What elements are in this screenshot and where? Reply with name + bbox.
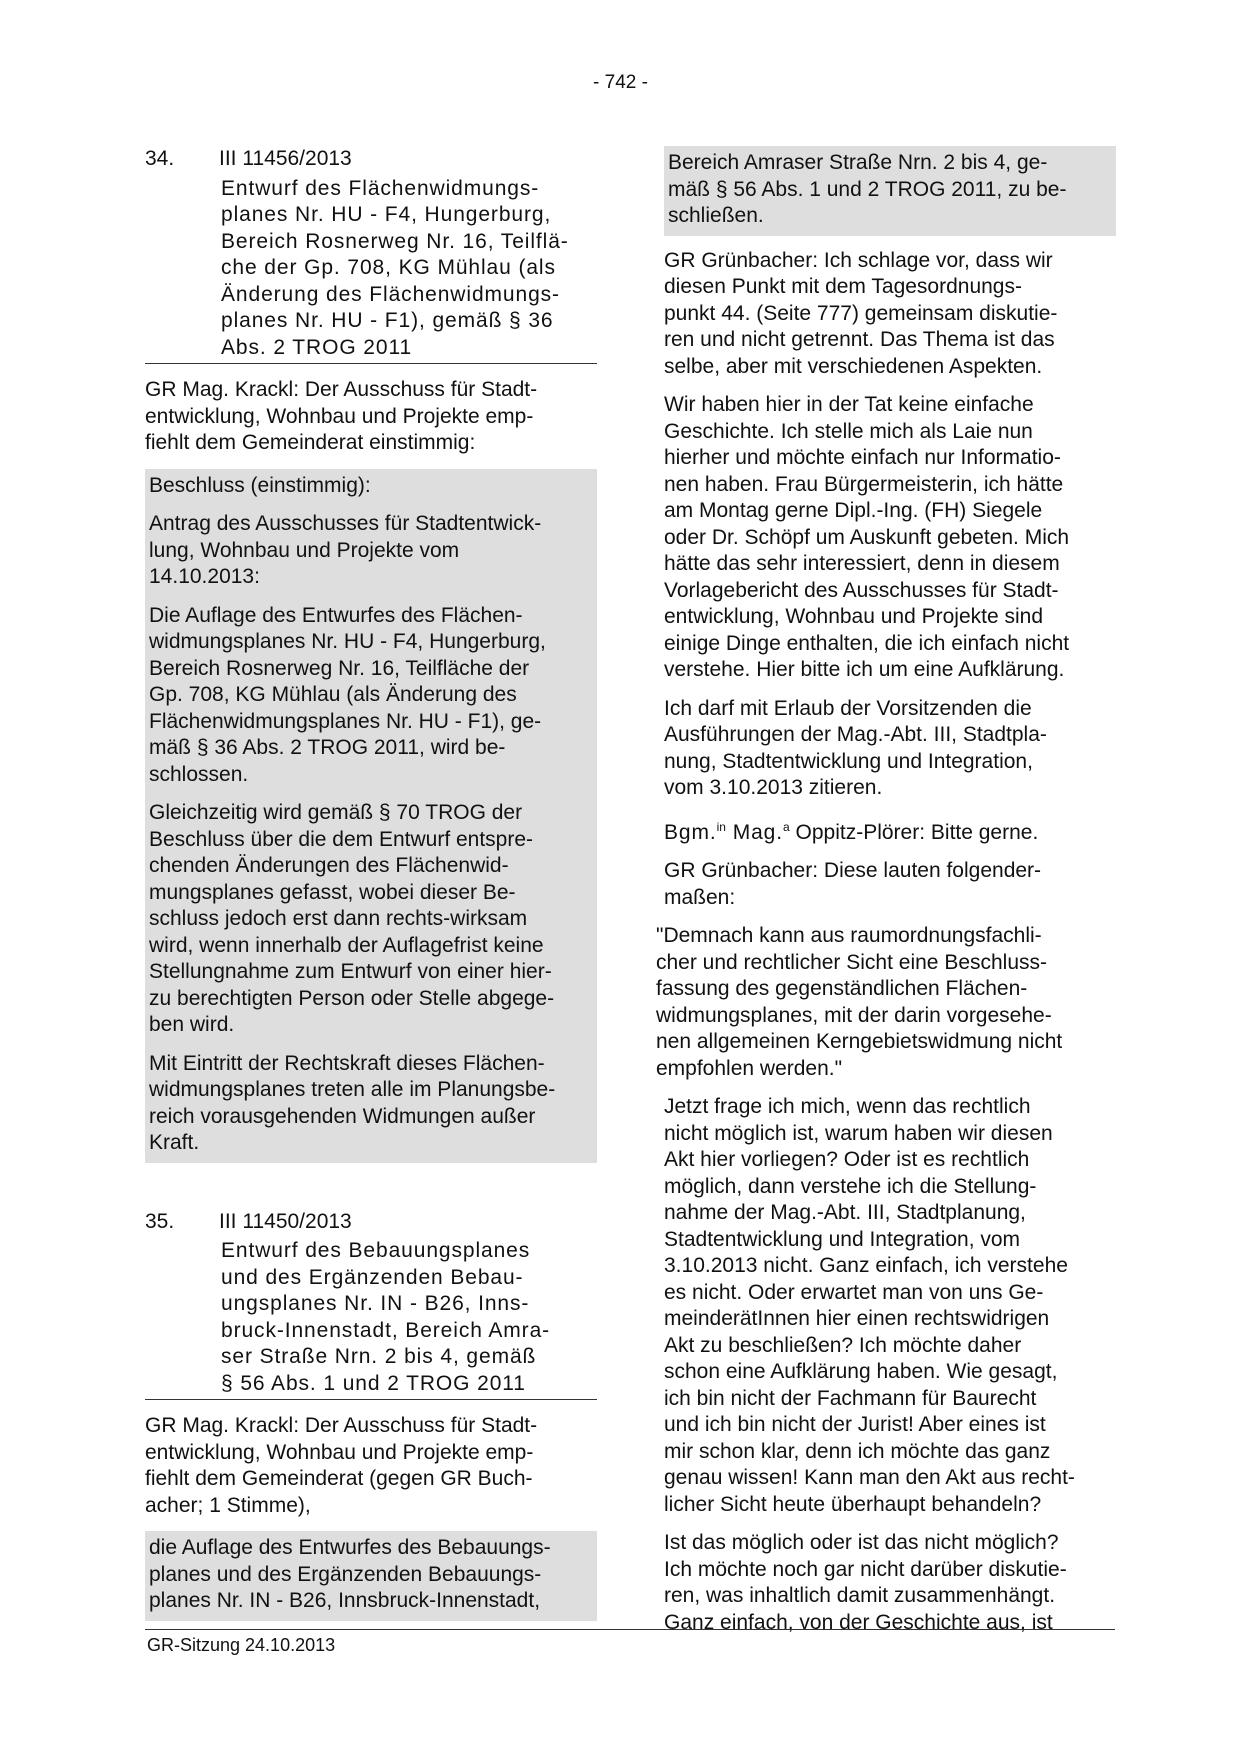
text-line: Stadtentwicklung und Integration, vom: [664, 1227, 1021, 1251]
text-line: Ganz einfach, von der Geschichte aus, ist: [664, 1610, 1053, 1634]
resolution-text: [149, 603, 593, 789]
page-number: - 742 -: [593, 72, 648, 93]
separator-line: [145, 363, 597, 364]
text-line: Entwurf des Flächenwidmungs-: [221, 176, 540, 200]
resolution-box-continued: [664, 146, 1116, 236]
text-line: schlossen.: [149, 762, 249, 786]
speech-paragraph: [664, 858, 1116, 911]
text-line: ich bin nicht der Fachmann für Baurecht: [664, 1386, 1037, 1410]
text-line: genau wissen! Kann man den Akt aus recht-: [664, 1466, 1075, 1489]
text-line: Akt hier vorliegen? Oder ist es rechtlich: [664, 1148, 1030, 1171]
text-line: Ich möchte noch gar nicht darüber diskutie-: [664, 1557, 1067, 1581]
text-line: ser Straße Nrn. 2 bis 4, gemäß: [221, 1345, 537, 1368]
text-line: GR Mag. Krackl: Der Ausschuss für Stadt-: [145, 378, 538, 401]
text-line: Jetzt frage ich mich, wenn das rechtlich: [664, 1095, 1031, 1118]
text-line: Vorlagebericht des Ausschusses für Stadt-: [664, 578, 1059, 602]
speech-paragraph: [664, 696, 1116, 802]
text-line: Die Auflage des Entwurfes des Flächen-: [149, 603, 523, 627]
text-line: Mit Eintritt der Rechtskraft dieses Flächen-: [149, 1051, 545, 1075]
text-line: maßen:: [664, 885, 736, 909]
text-line: die Auflage des Entwurfes des Bebauungs-: [149, 1536, 551, 1559]
text-line: acher; 1 Stimme),: [145, 1493, 311, 1517]
text-line: mir schon klar, denn ich möchte das ganz: [664, 1439, 1051, 1463]
text-line: nen allgemeinen Kerngebietswidmung nicht: [656, 1030, 1063, 1053]
text-line: zu berechtigten Person oder Stelle abgege-: [149, 986, 555, 1010]
text-line: Ausführungen der Mag.-Abt. III, Stadtpla-: [664, 723, 1047, 746]
text-line: Akt zu beschließen? Ich möchte daher: [664, 1333, 1022, 1357]
text-line: Beschluss über die dem Entwurf entspre-: [149, 827, 534, 851]
text-line: Wir haben hier in der Tat keine einfache: [664, 393, 1034, 416]
mayor-statement: Bgm.$^{in}$ Mag.$^a$ Oppitz-Plörer: Bitte gerne.: [664, 819, 1039, 844]
text-line: schon eine Aufklärung haben. Wie gesagt,: [664, 1360, 1058, 1383]
footer-text: GR-Sitzung 24.10.2013: [147, 1635, 336, 1655]
text-line: einige Dinge enthalten, die ich einfach nicht: [664, 631, 1070, 655]
text-line: licher Sicht heute überhaupt behandeln?: [664, 1492, 1042, 1516]
text-line: Bereich Amraser Straße Nrn. 2 bis 4, ge-: [668, 151, 1048, 174]
text-line: cher und rechtlicher Sicht eine Beschluss-: [656, 950, 1048, 974]
text-line: Kraft.: [149, 1131, 200, 1154]
left-column: [145, 146, 597, 1633]
text-line: Gp. 708, KG Mühlau (als Änderung des: [149, 683, 517, 706]
text-line: am Montag gerne Dipl.-Ing. (FH) Siegele: [664, 499, 1043, 522]
item-code: III 11456/2013: [219, 147, 352, 170]
resolution-box: [145, 1531, 597, 1621]
text-line: empfohlen werden.": [656, 1056, 843, 1080]
item-code: III 11450/2013: [219, 1209, 352, 1233]
text-line: lung, Wohnbau und Projekte vom: [149, 538, 460, 562]
text-line: ren, was inhaltlich damit zusammenhängt.: [664, 1584, 1056, 1607]
text-line: 14.10.2013:: [149, 565, 260, 588]
text-line: vom 3.10.2013 zitieren.: [664, 776, 883, 799]
text-line: ren und nicht getrennt. Das Thema ist das: [664, 328, 1055, 351]
text-line: schließen.: [668, 204, 764, 227]
separator-line: [145, 1399, 597, 1400]
text-line: Abs. 2 TROG 2011: [221, 335, 413, 359]
text-line: GR Mag. Krackl: Der Ausschuss für Stadt-: [145, 1414, 538, 1437]
speaker-statement: [145, 1413, 597, 1519]
text-line: ben wird.: [149, 1013, 235, 1036]
text-line: verstehe. Hier bitte ich um eine Aufklärung.: [664, 658, 1065, 681]
resolution-text: [149, 1535, 593, 1615]
footer-rule: [145, 1629, 1115, 1630]
motion-text: [149, 511, 593, 591]
text-line: Gleichzeitig wird gemäß § 70 TROG der: [149, 801, 523, 824]
text-line: Ich darf mit Erlaub der Vorsitzenden die: [664, 696, 1032, 720]
text-line: Flächenwidmungsplanes Nr. HU - F1), ge-: [149, 709, 542, 733]
text-line: GR Grünbacher: Ich schlage vor, dass wir: [664, 248, 1053, 272]
text-line: nung, Stadtentwicklung und Integration,: [664, 749, 1033, 773]
text-line: § 56 Abs. 1 und 2 TROG 2011: [221, 1371, 526, 1395]
text-line: entwicklung, Wohnbau und Projekte emp-: [145, 404, 534, 428]
speech-paragraph: [664, 248, 1116, 381]
text-line: "Demnach kann aus raumordnungsfachli-: [656, 924, 1042, 947]
text-line: fiehlt dem Gemeinderat (gegen GR Buch-: [145, 1467, 533, 1490]
resolution-heading: Beschluss (einstimmig):: [149, 473, 371, 497]
agenda-item-35: [145, 1209, 597, 1621]
text-line: es nicht. Oder erwartet man von uns Ge-: [664, 1280, 1044, 1304]
text-line: planes und des Ergänzenden Bebauungs-: [149, 1562, 542, 1586]
text-line: und ich bin nicht der Jurist! Aber eines ist: [664, 1413, 1046, 1436]
resolution-box: [145, 469, 597, 1163]
text-line: nicht möglich ist, warum haben wir diesen: [664, 1121, 1053, 1145]
text-line: widmungsplanes Nr. HU - F4, Hungerburg,: [149, 630, 546, 653]
right-column: [656, 146, 1116, 1648]
text-line: entwicklung, Wohnbau und Projekte emp-: [145, 1440, 534, 1464]
text-line: möglich, dann verstehe ich die Stellung-: [664, 1174, 1037, 1198]
text-line: fiehlt dem Gemeinderat einstimmig:: [145, 431, 476, 454]
text-line: widmungsplanes treten alle im Planungsbe-: [149, 1078, 556, 1101]
text-line: 3.10.2013 nicht. Ganz einfach, ich verstehe: [664, 1254, 1068, 1277]
text-line: planes Nr. HU - F4, Hungerburg,: [221, 203, 552, 226]
text-line: entwicklung, Wohnbau und Projekte sind: [664, 605, 1044, 628]
text-line: chenden Änderungen des Flächenwid-: [149, 854, 509, 877]
text-line: diesen Punkt mit dem Tagesordnungs-: [664, 275, 1022, 298]
text-line: Entwurf des Bebauungsplanes: [221, 1239, 531, 1262]
speech-paragraph: [664, 1530, 1116, 1636]
text-line: wird, wenn innerhalb der Auflagefrist keine: [149, 933, 544, 957]
text-line: reich vorausgehenden Widmungen außer: [149, 1104, 536, 1128]
resolution-text: [149, 800, 593, 1039]
text-line: schluss jedoch erst dann rechts-wirksam: [149, 907, 528, 930]
text-line: bruck-Innenstadt, Bereich Amra-: [221, 1318, 551, 1342]
resolution-text: [668, 150, 1112, 230]
text-line: mungsplanes gefasst, wobei dieser Be-: [149, 880, 516, 904]
text-line: planes Nr. IN - B26, Innsbruck-Innenstadt,: [149, 1589, 541, 1612]
text-line: mäß § 56 Abs. 1 und 2 TROG 2011, zu be-: [668, 177, 1067, 201]
text-line: punkt 44. (Seite 777) gemeinsam diskutie-: [664, 301, 1058, 325]
item-number: 35.: [145, 1209, 175, 1233]
text-line: Bereich Rosnerweg Nr. 16, Teilflä-: [221, 229, 569, 253]
text-line: ungsplanes Nr. IN - B26, Inns-: [221, 1292, 530, 1315]
resolution-text: [149, 1051, 593, 1157]
text-line: Bereich Rosnerweg Nr. 16, Teilfläche der: [149, 656, 530, 680]
text-line: Stellungnahme zum Entwurf von einer hier-: [149, 960, 552, 983]
text-line: selbe, aber mit verschiedenen Aspekten.: [664, 354, 1043, 378]
text-line: widmungsplanes, mit der darin vorgesehe-: [656, 1003, 1052, 1027]
text-line: und des Ergänzenden Bebau-: [221, 1265, 524, 1289]
text-line: che der Gp. 708, KG Mühlau (als: [221, 256, 556, 279]
speech-paragraph: [664, 392, 1116, 684]
text-line: Änderung des Flächenwidmungs-: [221, 282, 560, 306]
item-title: [221, 176, 597, 364]
text-line: nen haben. Frau Bürgermeisterin, ich hätte: [664, 472, 1064, 496]
text-line: mäß § 36 Abs. 2 TROG 2011, wird be-: [149, 736, 506, 759]
item-title: [221, 1238, 597, 1399]
text-line: hierher und möchte einfach nur Informatio-: [664, 446, 1061, 469]
agenda-item-34: [145, 146, 597, 1163]
text-line: hätte das sehr interessiert, denn in diesem: [664, 552, 1060, 575]
text-line: GR Grünbacher: Diese lauten folgender-: [664, 859, 1042, 882]
text-line: planes Nr. HU - F1), gemäß § 36: [221, 309, 554, 332]
text-line: Antrag des Ausschusses für Stadtentwick-: [149, 512, 542, 535]
text-line: fassung des gegenständlichen Flächen-: [656, 977, 1028, 1000]
item-number: 34.: [145, 147, 175, 170]
quotation: [656, 923, 1116, 1082]
text-line: nahme der Mag.-Abt. III, Stadtplanung,: [664, 1201, 1026, 1224]
text-line: meinderätInnen hier einen rechtswidrigen: [664, 1307, 1050, 1330]
speaker-statement: [145, 377, 597, 457]
text-line: Geschichte. Ich stelle mich als Laie nun: [664, 419, 1033, 443]
text-line: Ist das möglich oder ist das nicht möglich?: [664, 1531, 1059, 1554]
text-line: oder Dr. Schöpf um Auskunft gebeten. Mich: [664, 525, 1070, 549]
speech-paragraph: [664, 1094, 1116, 1518]
